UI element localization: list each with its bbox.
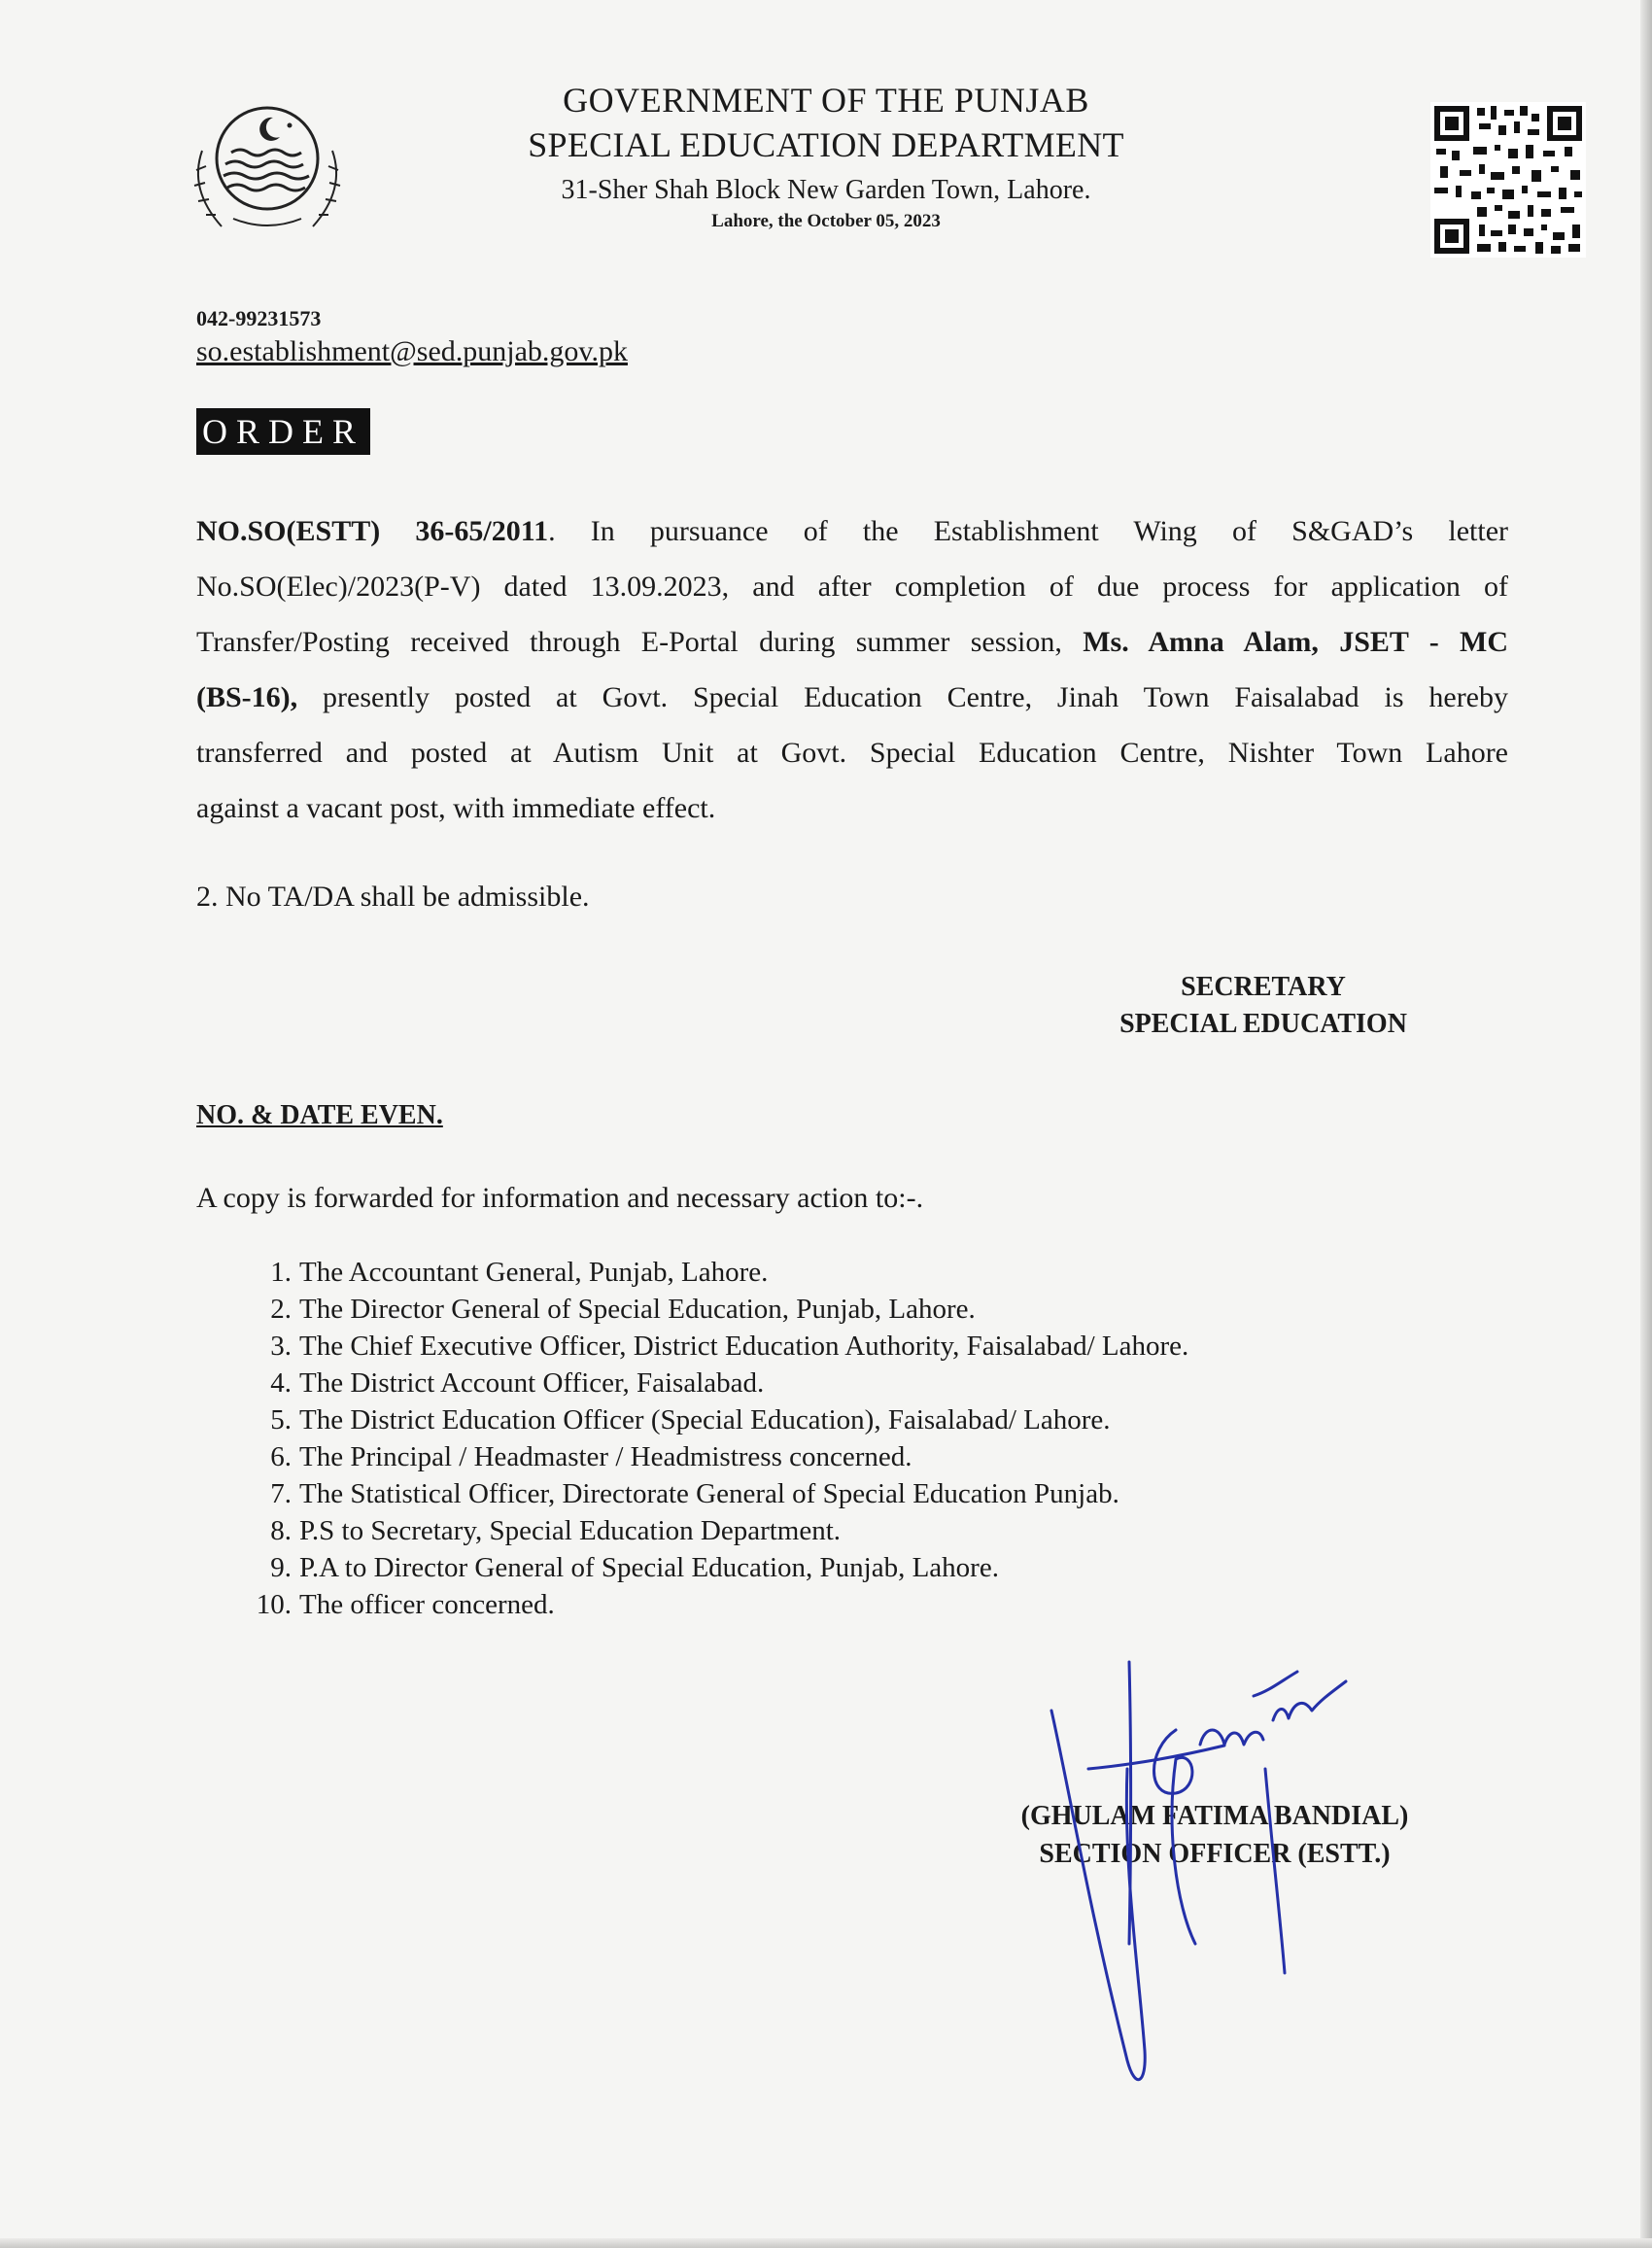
order-body-paragraph — [196, 503, 1508, 836]
list-item-text: The Principal / Headmaster / Headmistress concerned. — [299, 1441, 912, 1472]
list-item — [238, 1401, 1188, 1438]
list-item — [238, 1438, 1188, 1475]
signatory-name: (GHULAM FATIMA BANDIAL) — [1020, 1801, 1409, 1831]
list-item-number: 1. — [270, 1257, 292, 1288]
list-item-number: 9. — [270, 1552, 292, 1583]
list-item — [238, 1549, 1188, 1586]
list-item-text: The Accountant General, Punjab, Lahore. — [299, 1257, 769, 1288]
contact-email-link[interactable]: so.establishment@sed.punjab.gov.pk — [196, 335, 628, 367]
list-item — [238, 1254, 1188, 1291]
list-item — [238, 1328, 1188, 1365]
order-line-2: No.SO(Elec)/2023(P-V) dated 13.09.2023, and after completion of due process for application of — [196, 571, 1508, 603]
list-item-number: 5. — [270, 1404, 292, 1435]
no-date-even-heading: NO. & DATE EVEN. — [196, 1100, 443, 1130]
contact-phone: 042-99231573 — [196, 306, 322, 330]
punjab-emblem-logo — [175, 92, 379, 248]
list-item-text: The officer concerned. — [299, 1589, 555, 1620]
list-item-number: 8. — [270, 1515, 292, 1546]
list-item-number: 6. — [270, 1441, 292, 1472]
order-line-3 — [196, 614, 1508, 670]
list-item-text: P.S to Secretary, Special Education Department. — [299, 1515, 842, 1546]
header-government-title: GOVERNMENT OF THE PUNJAB — [563, 81, 1089, 120]
order-reference-number: NO.SO(ESTT) 36-65/2011 — [196, 515, 549, 547]
order-line-3-text: Transfer/Posting received through E-Portal during summer session, — [196, 626, 1084, 658]
list-item — [238, 1365, 1188, 1401]
list-item-number: 2. — [270, 1294, 292, 1325]
page-edge-shadow-right — [1640, 0, 1652, 2248]
order-paragraph-2: 2. No TA/DA shall be admissible. — [196, 881, 590, 913]
list-item — [238, 1586, 1188, 1623]
header-date: Lahore, the October 05, 2023 — [711, 211, 941, 231]
list-item — [238, 1291, 1188, 1328]
order-heading: ORDER — [196, 408, 370, 455]
officer-name: Ms. Amna Alam, JSET - MC — [1083, 626, 1508, 658]
list-item — [238, 1512, 1188, 1549]
signatory-title: SECTION OFFICER (ESTT.) — [1039, 1839, 1391, 1869]
list-item-text: The Statistical Officer, Directorate General of Special Education Punjab. — [299, 1478, 1119, 1509]
order-line-6: against a vacant post, with immediate effect. — [196, 792, 716, 824]
list-item-number: 3. — [270, 1331, 292, 1362]
order-intro-text: . In pursuance of the Establishment Wing of S&GAD’s letter — [548, 515, 1508, 547]
header-department-title: SPECIAL EDUCATION DEPARTMENT — [528, 125, 1124, 164]
officer-grade: (BS-16), — [196, 681, 298, 713]
qr-code-icon — [1430, 102, 1586, 258]
copy-forward-intro: A copy is forwarded for information and necessary action to:-. — [196, 1182, 924, 1214]
page-edge-shadow-bottom — [0, 2238, 1652, 2248]
order-line-1 — [196, 503, 1508, 559]
list-item-text: P.A to Director General of Special Education, Punjab, Lahore. — [299, 1552, 999, 1583]
list-item-number: 10. — [256, 1589, 292, 1620]
list-item — [238, 1475, 1188, 1512]
secretary-department: SPECIAL EDUCATION — [1119, 1009, 1407, 1039]
list-item-number: 4. — [270, 1367, 292, 1399]
order-line-5: transferred and posted at Autism Unit at Govt. Special Education Centre, Nishter Town Lahore — [196, 737, 1508, 769]
list-item-text: The Director General of Special Education, Punjab, Lahore. — [299, 1294, 976, 1325]
list-item-text: The Chief Executive Officer, District Education Authority, Faisalabad/ Lahore. — [299, 1331, 1189, 1362]
list-item-text: The District Account Officer, Faisalabad. — [299, 1367, 765, 1399]
list-item-text: The District Education Officer (Special Education), Faisalabad/ Lahore. — [299, 1404, 1111, 1435]
handwritten-signature — [1030, 1652, 1370, 2099]
order-line-4-text: presently posted at Govt. Special Education Centre, Jinah Town Faisalabad is hereby — [297, 681, 1508, 713]
list-item-number: 7. — [270, 1478, 292, 1509]
order-line-4 — [196, 670, 1508, 725]
header-address: 31-Sher Shah Block New Garden Town, Lahore. — [561, 175, 1091, 205]
secretary-title: SECRETARY — [1181, 972, 1346, 1002]
copy-recipient-list — [238, 1254, 1188, 1623]
